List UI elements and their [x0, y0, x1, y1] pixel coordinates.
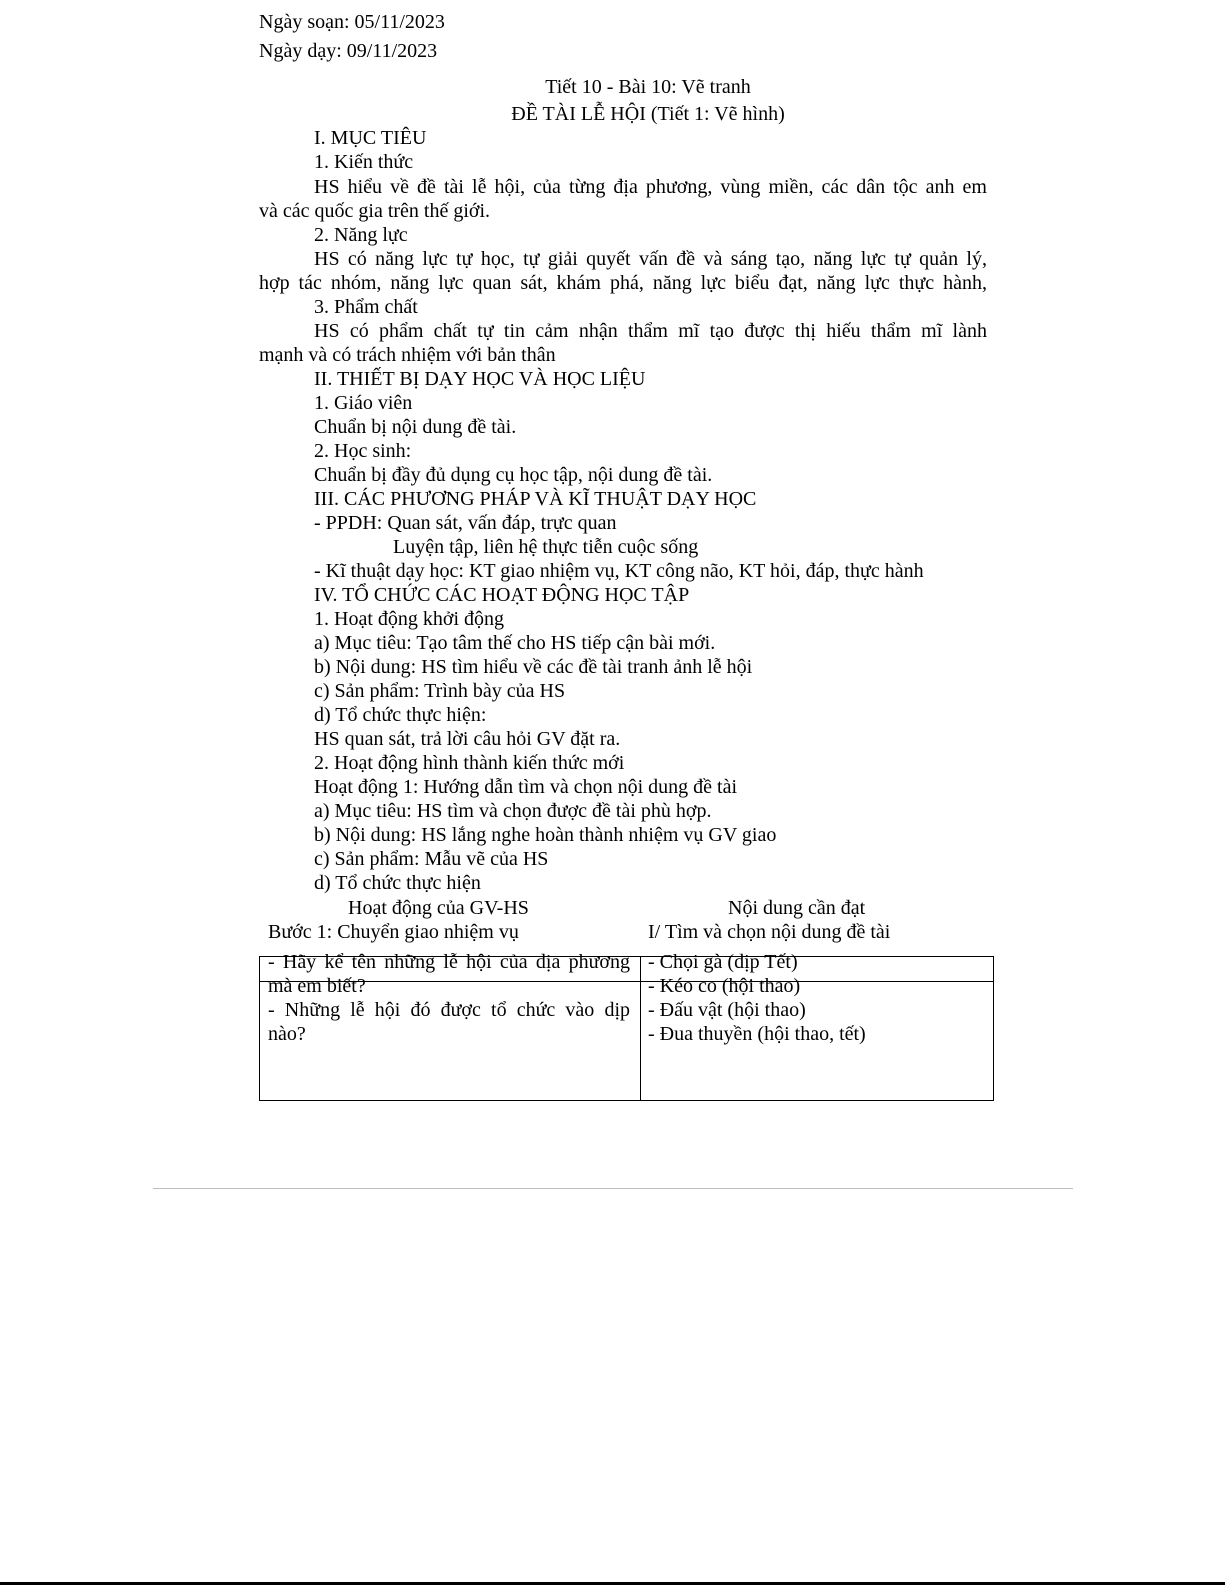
- paragraph-line: c) Sản phẩm: Trình bày của HS: [314, 680, 566, 702]
- paragraph-line: HS quan sát, trả lời câu hỏi GV đặt ra.: [314, 728, 621, 750]
- paragraph-line: và các quốc gia trên thế giới.: [259, 200, 491, 222]
- subsection-heading: 1. Hoạt động khởi động: [314, 608, 505, 630]
- paragraph-line: HS có năng lực tự học, tự giải quyết vấn đề và sáng tạo, năng lực tự quản lý,: [314, 248, 987, 270]
- paragraph-line: - Kĩ thuật dạy học: KT giao nhiệm vụ, KT công não, KT hỏi, đáp, thực hành: [314, 560, 924, 582]
- subsection-heading: 1. Giáo viên: [314, 392, 413, 414]
- subsection-heading: 2. Năng lực: [314, 224, 408, 246]
- table-col1-header: Hoạt động của GV-HS: [348, 897, 529, 919]
- paragraph-line: Luyện tập, liên hệ thực tiễn cuộc sống: [393, 536, 699, 558]
- table-section-label: I/ Tìm và chọn nội dung đề tài: [648, 921, 891, 943]
- section-heading: IV. TỔ CHỨC CÁC HOẠT ĐỘNG HỌC TẬP: [314, 584, 690, 606]
- subsection-heading: 2. Học sinh:: [314, 440, 412, 462]
- section-heading: I. MỤC TIÊU: [314, 127, 427, 149]
- table-cell-teacher-activity: [268, 950, 630, 1046]
- table-cell-line: - Đua thuyền (hội thao, tết): [648, 1023, 866, 1045]
- paragraph-line: HS có phẩm chất tự tin cảm nhận thẩm mĩ tạo được thị hiếu thẩm mĩ lành: [314, 320, 987, 342]
- subsection-heading: 3. Phẩm chất: [314, 296, 418, 318]
- subsection-heading: 2. Hoạt động hình thành kiến thức mới: [314, 752, 625, 774]
- paragraph-line: c) Sản phẩm: Mẫu vẽ của HS: [314, 848, 549, 870]
- paragraph-line: HS hiểu về đề tài lễ hội, của từng địa phương, vùng miền, các dân tộc anh em: [314, 176, 987, 198]
- teach-date: Ngày dạy: 09/11/2023: [259, 40, 438, 62]
- paragraph-line: a) Mục tiêu: Tạo tâm thế cho HS tiếp cận bài mới.: [314, 632, 716, 654]
- table-step-label: Bước 1: Chuyển giao nhiệm vụ: [268, 921, 519, 943]
- table-cell-line: - Đấu vật (hội thao): [648, 999, 806, 1021]
- paragraph-line: d) Tổ chức thực hiện: [314, 872, 481, 894]
- paragraph-line: b) Nội dung: HS lắng nghe hoàn thành nhiệm vụ GV giao: [314, 824, 777, 846]
- paragraph-line: a) Mục tiêu: HS tìm và chọn được đề tài phù hợp.: [314, 800, 712, 822]
- table-cell-line: - Hãy kể tên những lễ hội của địa phương: [268, 951, 630, 973]
- paragraph-line: b) Nội dung: HS tìm hiểu về các đề tài tranh ảnh lễ hội: [314, 656, 753, 678]
- section-heading: III. CÁC PHƯƠNG PHÁP VÀ KĨ THUẬT DẠY HỌC: [314, 488, 757, 510]
- lesson-subtitle: ĐỀ TÀI LỄ HỘI (Tiết 1: Vẽ hình): [511, 103, 785, 125]
- subsection-heading: 1. Kiến thức: [314, 151, 414, 173]
- table-column-divider: [640, 956, 641, 1101]
- paragraph-line: Chuẩn bị nội dung đề tài.: [314, 416, 517, 438]
- paragraph-line: Chuẩn bị đầy đủ dụng cụ học tập, nội dung đề tài.: [314, 464, 713, 486]
- prep-date: Ngày soạn: 05/11/2023: [259, 11, 445, 33]
- paragraph-line: Hoạt động 1: Hướng dẫn tìm và chọn nội dung đề tài: [314, 776, 738, 798]
- table-cell-line: nào?: [268, 1023, 306, 1045]
- table-col2-header: Nội dung cần đạt: [728, 897, 866, 919]
- page-divider: [153, 1188, 1073, 1189]
- table-cell-line: mà em biết?: [268, 975, 366, 997]
- paragraph-line: mạnh và có trách nhiệm với bản thân: [259, 344, 556, 366]
- table-cell-line: - Những lễ hội đó được tổ chức vào dịp: [268, 999, 630, 1021]
- paragraph-line: hợp tác nhóm, năng lực quan sát, khám phá, năng lực biểu đạt, năng lực thực hành,: [259, 272, 987, 294]
- table-cell-line: - Kéo co (hội thao): [648, 975, 801, 997]
- table-cell-line: - Chọi gà (dịp Tết): [648, 951, 798, 973]
- paragraph-line: - PPDH: Quan sát, vấn đáp, trực quan: [314, 512, 617, 534]
- lesson-title: Tiết 10 - Bài 10: Vẽ tranh: [545, 76, 751, 98]
- table-cell-expected-content: [648, 950, 988, 1046]
- section-heading: II. THIẾT BỊ DẠY HỌC VÀ HỌC LIỆU: [314, 368, 646, 390]
- paragraph-line: d) Tổ chức thực hiện:: [314, 704, 487, 726]
